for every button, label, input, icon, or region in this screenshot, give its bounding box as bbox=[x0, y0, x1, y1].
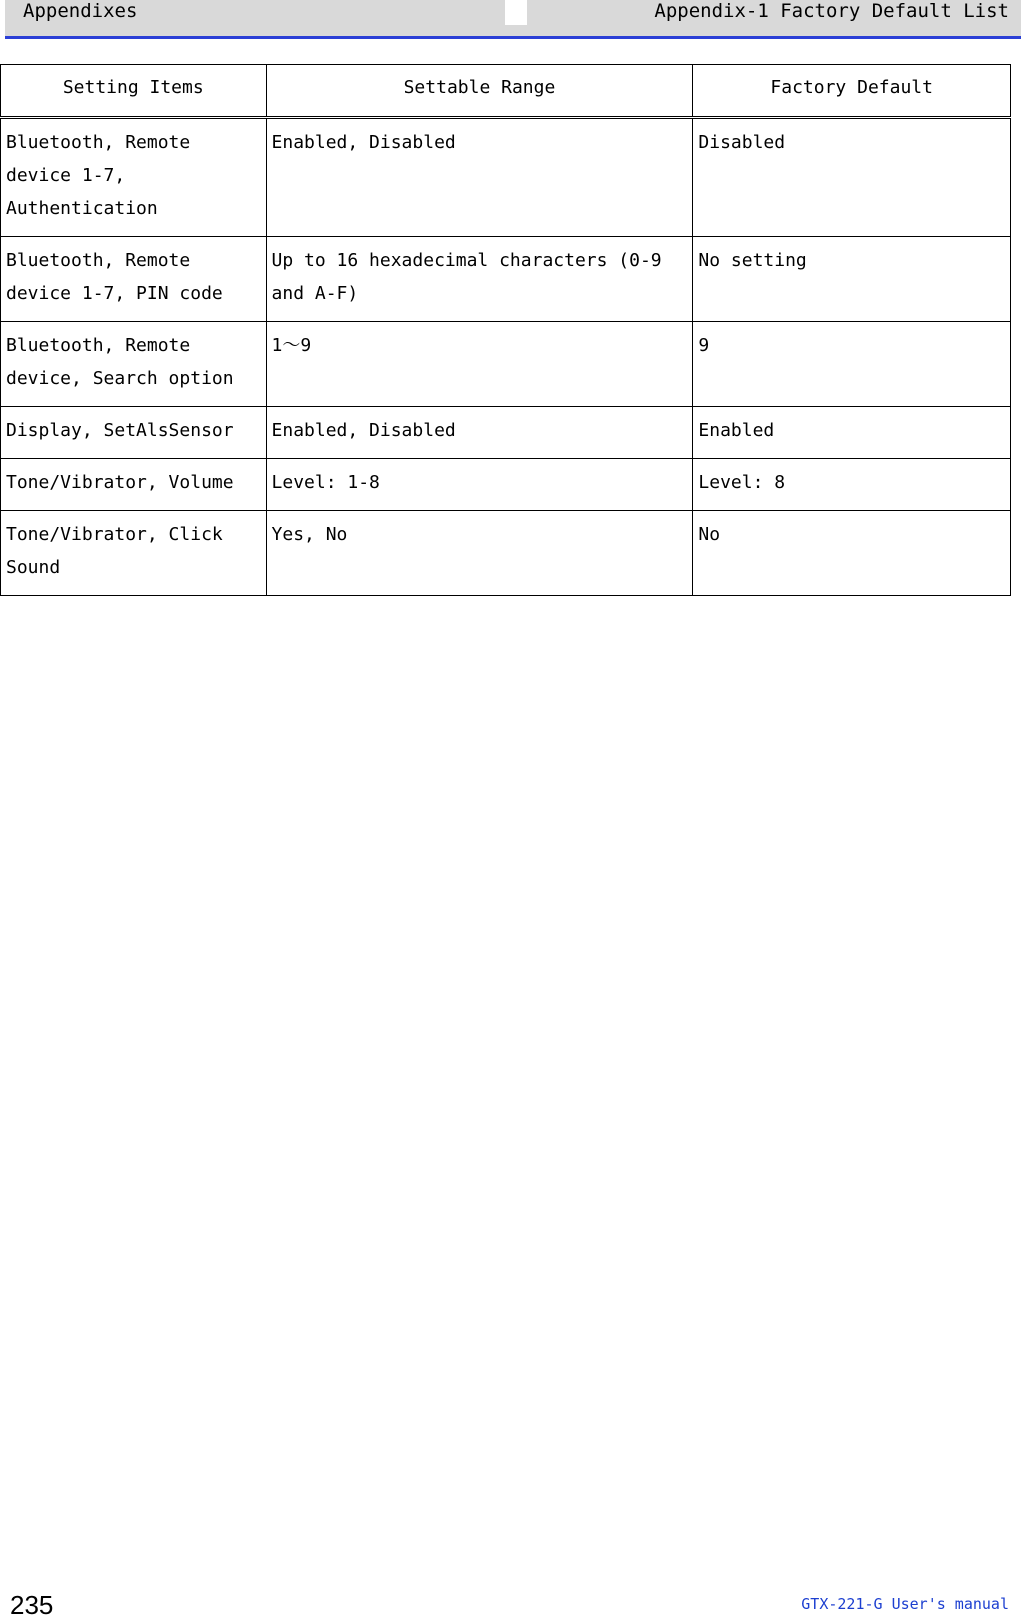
setting-item-cell: Bluetooth, Remote device 1-7, PIN code bbox=[1, 237, 267, 322]
factory-default-cell: No setting bbox=[693, 237, 1011, 322]
section-title: Appendixes bbox=[23, 0, 138, 22]
factory-default-cell: Level: 8 bbox=[693, 459, 1011, 511]
page-number: 235 bbox=[10, 1590, 54, 1620]
table-header-row bbox=[1, 65, 1011, 118]
page-header bbox=[5, 0, 1021, 39]
factory-default-table bbox=[0, 64, 1011, 596]
settable-range-cell: 1～9 bbox=[266, 322, 693, 407]
table-row bbox=[1, 322, 1011, 407]
column-header-settable-range: Settable Range bbox=[266, 65, 693, 118]
setting-item-cell: Tone/Vibrator, Click Sound bbox=[1, 511, 267, 596]
settable-range-cell: Up to 16 hexadecimal characters (0-9 and A-F) bbox=[266, 237, 693, 322]
column-header-factory-default: Factory Default bbox=[693, 65, 1011, 118]
factory-default-cell: 9 bbox=[693, 322, 1011, 407]
settable-range-cell: Level: 1-8 bbox=[266, 459, 693, 511]
settable-range-cell: Enabled, Disabled bbox=[266, 118, 693, 237]
factory-default-cell: Enabled bbox=[693, 407, 1011, 459]
table-row bbox=[1, 511, 1011, 596]
table-row bbox=[1, 118, 1011, 237]
factory-default-cell: No bbox=[693, 511, 1011, 596]
table-row bbox=[1, 459, 1011, 511]
manual-name: GTX-221-G User's manual bbox=[801, 1595, 1009, 1613]
setting-item-cell: Bluetooth, Remote device, Search option bbox=[1, 322, 267, 407]
table-row bbox=[1, 407, 1011, 459]
setting-item-cell: Bluetooth, Remote device 1-7, Authentication bbox=[1, 118, 267, 237]
setting-item-cell: Display, SetAlsSensor bbox=[1, 407, 267, 459]
column-header-setting-items: Setting Items bbox=[1, 65, 267, 118]
table-row bbox=[1, 237, 1011, 322]
settable-range-cell: Enabled, Disabled bbox=[266, 407, 693, 459]
settable-range-cell: Yes, No bbox=[266, 511, 693, 596]
header-divider-gap bbox=[505, 0, 527, 25]
appendix-title: Appendix-1 Factory Default List bbox=[654, 0, 1009, 22]
factory-default-cell: Disabled bbox=[693, 118, 1011, 237]
setting-item-cell: Tone/Vibrator, Volume bbox=[1, 459, 267, 511]
